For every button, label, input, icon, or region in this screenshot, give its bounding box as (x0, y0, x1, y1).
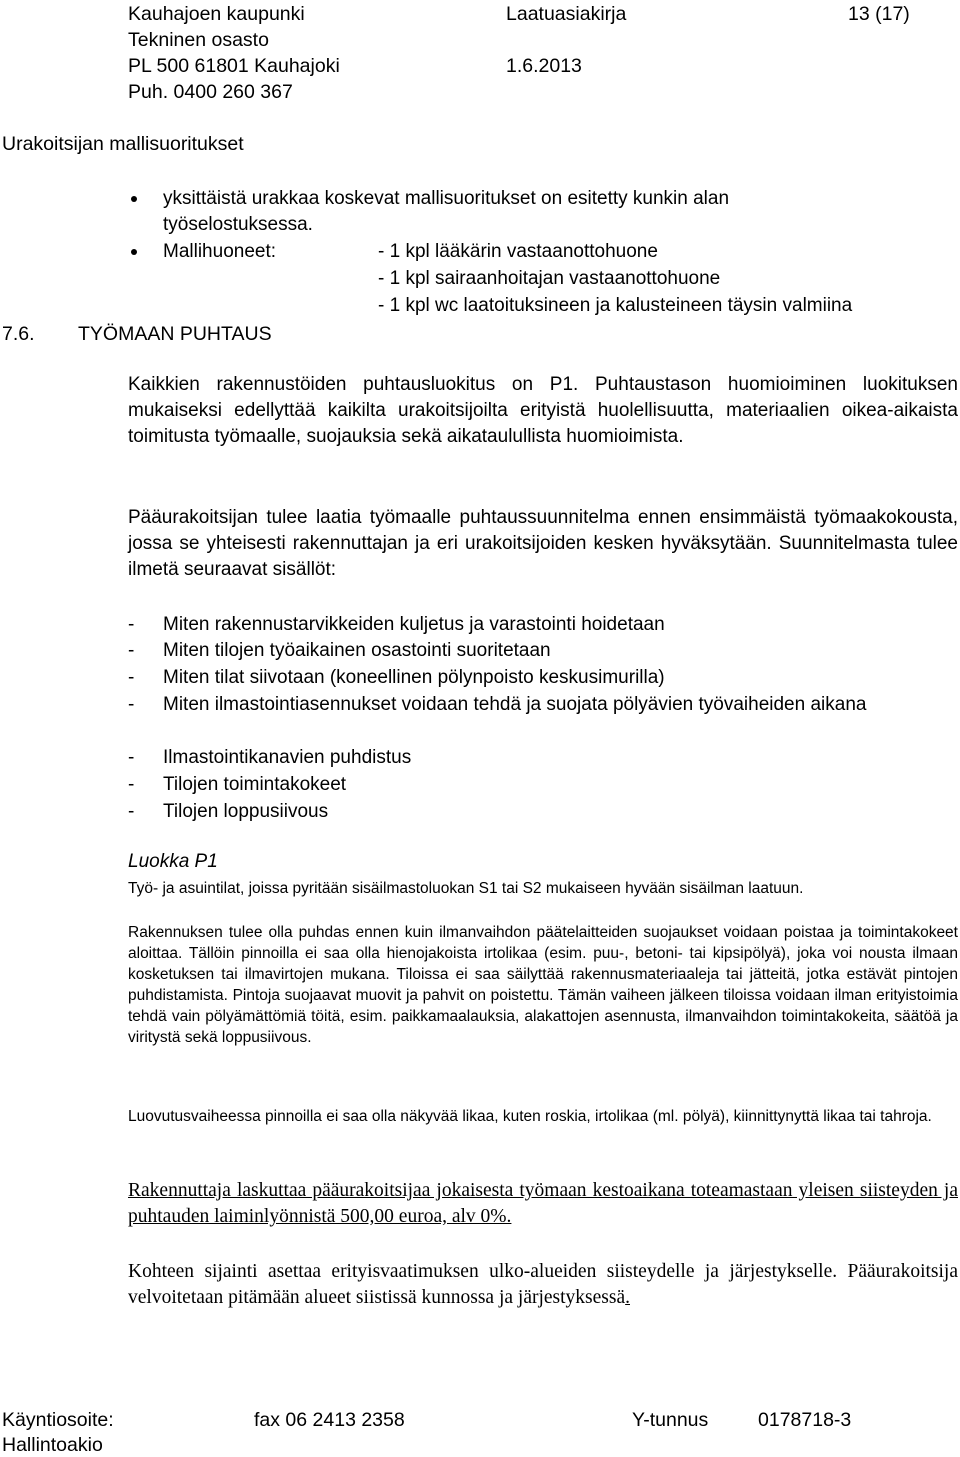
handover-paragraph: Luovutusvaiheessa pinnoilla ei saa olla näkyvää likaa, kuten roskia, irtolikaa (ml. pölyä), kiinnittynyttä likaa tai tahroja. (128, 1108, 932, 1125)
bullet-mallisuoritukset: yksittäistä urakkaa koskevat mallisuoritukset on esitetty kunkin alan (163, 188, 730, 209)
footer-ytunnus-value: 0178718-3 (758, 1409, 852, 1431)
footer-visit-value: Hallintoakio (2, 1434, 103, 1456)
bullet-mallisuoritukset-cont: työselostuksessa. (163, 214, 313, 235)
list-item: Tilojen loppusiivous (163, 801, 329, 822)
phone: Puh. 0400 260 367 (128, 81, 293, 103)
list-item: Tilojen toimintakokeet (163, 774, 347, 795)
footer-visit-label: Käyntiosoite: (2, 1409, 114, 1431)
list-item: Miten ilmastointiasennukset voidaan tehdä ja suojata pölyävien työvaiheiden aikana (163, 694, 867, 715)
list-item: Miten tilojen työaikainen osastointi suoritetaan (163, 640, 551, 661)
paragraph-puhtausluokitus: Kaikkien rakennustöiden puhtausluokitus on P1. Puhtaustason huomioiminen luokituksen mukaiseksi edellyttää kaikilta urakoitsijoilta erityistä huolellisuutta, materiaalien oikea-aikaista toimitusta työmaalle, suojauksia sekä aikataulullista huomioimista. (128, 374, 958, 447)
penalty-paragraph: Rakennuttaja laskuttaa pääurakoitsijaa jokaisesta työmaan kestoaikana toteamastaan yleisen siisteyden ja puhtauden laiminlyönnistä 500,00 euroa, alv 0%. (128, 1180, 958, 1227)
bullet-dot (131, 249, 137, 255)
footer-ytunnus-label: Y-tunnus (632, 1409, 709, 1431)
footer-fax: fax 06 2413 2358 (254, 1409, 405, 1431)
list-item: Ilmastointikanavien puhdistus (163, 747, 412, 768)
doc-type: Laatuasiakirja (506, 3, 627, 25)
bullet-dot (131, 196, 137, 202)
list-item: Miten tilat siivotaan (koneellinen pölynpoisto keskusimurilla) (163, 667, 665, 688)
mallihuone-item: - 1 kpl sairaanhoitajan vastaanottohuone (378, 268, 721, 289)
site-paragraph (128, 1259, 958, 1311)
mallihuoneet-label: Mallihuoneet: (163, 241, 277, 262)
section-title: Urakoitsijan mallisuoritukset (2, 133, 244, 155)
address: PL 500 61801 Kauhajoki (128, 55, 340, 77)
department: Tekninen osasto (128, 29, 269, 51)
paragraph-puhtaussuunnitelma: Pääurakoitsijan tulee laatia työmaalle puhtaussuunnitelma ennen ensimmäistä työmaakokousta, jossa se yhteisesti rakennuttajan ja eri urakoitsijoiden kesken hyväksytään. Suunnitelmasta tulee ilmetä seuraavat sisällöt: (128, 507, 958, 580)
page-number: 13 (17) (848, 3, 910, 25)
site-paragraph-end: . (625, 1287, 630, 1308)
class-paragraph-1: Työ- ja asuintilat, joissa pyritään sisäilmastoluokan S1 tai S2 mukaiseen hyvään sisäilman laatuun. (128, 880, 804, 897)
org-name: Kauhajoen kaupunki (128, 3, 305, 25)
mallihuone-item: - 1 kpl wc laatoituksineen ja kalusteineen täysin valmiina (378, 295, 853, 316)
doc-date: 1.6.2013 (506, 55, 582, 77)
section-heading: TYÖMAAN PUHTAUS (78, 323, 272, 345)
section-number: 7.6. (2, 323, 35, 345)
site-paragraph-text: Kohteen sijainti asettaa erityisvaatimuksen ulko-alueiden siisteydelle ja järjestykselle. Pääurakoitsija velvoitetaan pitämään alueet siistissä kunnossa ja järjestyksessä (128, 1261, 958, 1308)
class-paragraph-2: Rakennuksen tulee olla puhdas ennen kuin ilmanvaihdon päätelaitteiden suojaukset voidaan poistaa ja toimintakokeet aloittaa. Tällöin pinnoilla ei saa olla hienojakoista irtolikaa (esim. puu-, betoni- tai kipsipölyä), joka voi nousta ilmaan kosketuksen tai ilmavirtojen mukana. Tiloissa ei saa säilyttää rakennusmateriaaleja tai jätteitä, jotka estävät pintojen puhdistamista. Pintoja suojaavat muovit ja pahvit on poistettu. Tämän vaiheen jälkeen tiloissa voidaan ilman erityistoimia tehdä vain pölyämättömiä töitä, esim. paikkamaalauksia, alakattojen asennusta, ilmanvaihdon toimintakokeita, säätöä ja viritystä sekä loppusiivous. (128, 924, 958, 1046)
mallihuone-item: - 1 kpl lääkärin vastaanottohuone (378, 241, 658, 262)
list-item: Miten rakennustarvikkeiden kuljetus ja varastointi hoidetaan (163, 614, 665, 635)
class-heading: Luokka P1 (128, 851, 218, 872)
